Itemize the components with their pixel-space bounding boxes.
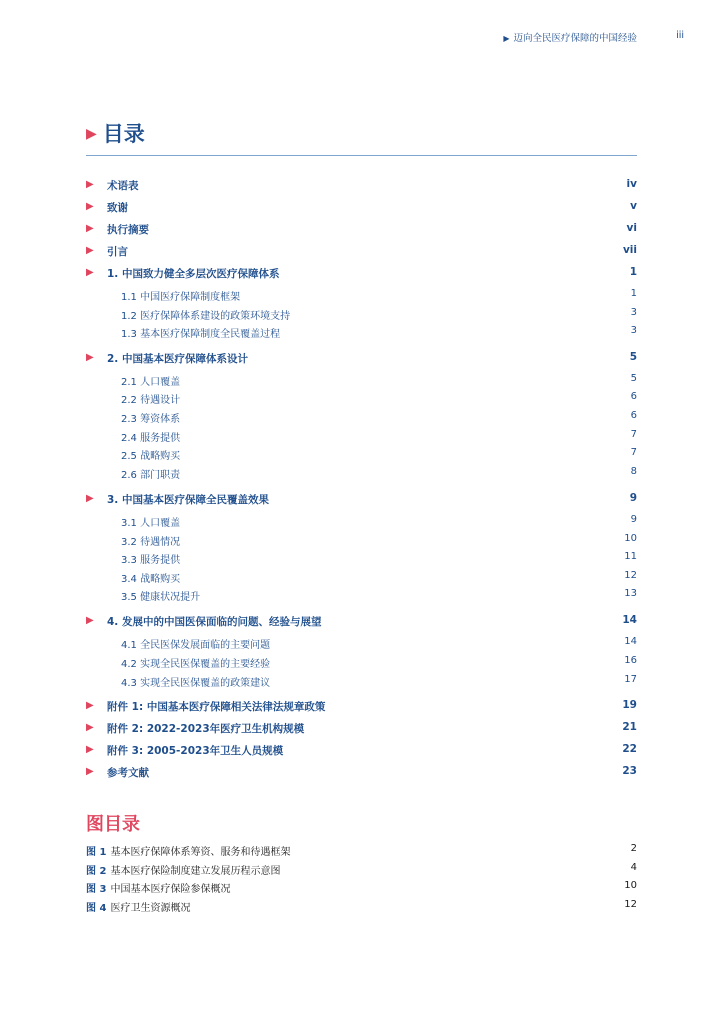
toc-entry-3-4[interactable]: 3.4 战略购买 12 (121, 570, 637, 585)
toc-entry-3-5[interactable]: 3.5 健康状况提升 13 (121, 588, 637, 603)
toc-entry-annex-3[interactable]: ▶ 附件 3: 2005-2023年卫生人员规模 22 (86, 743, 637, 757)
triangle-icon: ▶ (86, 179, 94, 190)
toc-entry-2-2[interactable]: 2.2 待遇设计 6 (121, 391, 637, 406)
toc-entry-4-2[interactable]: 4.2 实现全民医保覆盖的主要经验 16 (121, 655, 637, 670)
triangle-icon: ▶ (86, 352, 94, 363)
toc-heading: ▶ 目录 (86, 122, 145, 146)
page-number: iii (676, 30, 684, 41)
triangle-icon: ▶ (86, 267, 94, 278)
figure-entry-2[interactable]: 图 2 基本医疗保险制度建立发展历程示意图 4 (86, 862, 637, 877)
toc-entry-annex-2[interactable]: ▶ 附件 2: 2022-2023年医疗卫生机构规模 21 (86, 721, 637, 735)
toc-entry-1-1[interactable]: 1.1 中国医疗保障制度框架 1 (121, 288, 637, 303)
toc-entry-2-1[interactable]: 2.1 人口覆盖 5 (121, 373, 637, 388)
toc-entry-3-3[interactable]: 3.3 服务提供 11 (121, 551, 637, 566)
triangle-icon: ▶ (86, 766, 94, 777)
figures-heading: 图目录 (86, 814, 140, 835)
figure-entry-1[interactable]: 图 1 基本医疗保障体系筹资、服务和待遇框架 2 (86, 843, 637, 858)
toc-entry-introduction[interactable]: ▶ 引言 vii (86, 244, 637, 258)
triangle-icon: ▶ (86, 493, 94, 504)
toc-entry-2-5[interactable]: 2.5 战略购买 7 (121, 447, 637, 462)
toc-entry-chapter-3[interactable]: ▶ 3. 中国基本医疗保障全民覆盖效果 9 (86, 492, 637, 506)
triangle-icon: ▶ (86, 245, 94, 256)
figure-entry-3[interactable]: 图 3 中国基本医疗保险参保概况 10 (86, 880, 637, 895)
toc-entry-2-3[interactable]: 2.3 筹资体系 6 (121, 410, 637, 425)
triangle-icon: ▶ (86, 126, 97, 142)
toc-entry-1-2[interactable]: 1.2 医疗保障体系建设的政策环境支持 3 (121, 307, 637, 322)
toc-entry-1-3[interactable]: 1.3 基本医疗保障制度全民覆盖过程 3 (121, 325, 637, 340)
running-header (0, 30, 724, 46)
toc-entry-4-3[interactable]: 4.3 实现全民医保覆盖的政策建议 17 (121, 674, 637, 689)
toc-entry-references[interactable]: ▶ 参考文献 23 (86, 765, 637, 779)
triangle-icon: ▶ (86, 700, 94, 711)
triangle-icon: ▶ (86, 744, 94, 755)
triangle-icon: ▶ (503, 34, 510, 43)
toc-entry-2-4[interactable]: 2.4 服务提供 7 (121, 429, 637, 444)
running-title: ▶ 迈向全民医疗保障的中国经验 (503, 33, 637, 44)
triangle-icon: ▶ (86, 722, 94, 733)
heading-divider (86, 155, 637, 156)
toc-entry-chapter-2[interactable]: ▶ 2. 中国基本医疗保障体系设计 5 (86, 351, 637, 365)
triangle-icon: ▶ (86, 223, 94, 234)
toc-entry-acknowledgements[interactable]: ▶ 致谢 v (86, 200, 637, 214)
triangle-icon: ▶ (86, 201, 94, 212)
toc-entry-chapter-4[interactable]: ▶ 4. 发展中的中国医保面临的问题、经验与展望 14 (86, 614, 637, 628)
toc-entry-3-2[interactable]: 3.2 待遇情况 10 (121, 533, 637, 548)
toc-entry-2-6[interactable]: 2.6 部门职责 8 (121, 466, 637, 481)
toc-entry-glossary[interactable]: ▶ 术语表 iv (86, 178, 637, 192)
toc-entry-4-1[interactable]: 4.1 全民医保发展面临的主要问题 14 (121, 636, 637, 651)
figure-entry-4[interactable]: 图 4 医疗卫生资源概况 12 (86, 899, 637, 914)
toc-entry-chapter-1[interactable]: ▶ 1. 中国致力健全多层次医疗保障体系 1 (86, 266, 637, 280)
toc-entry-3-1[interactable]: 3.1 人口覆盖 9 (121, 514, 637, 529)
toc-entry-executive-summary[interactable]: ▶ 执行摘要 vi (86, 222, 637, 236)
toc-entry-annex-1[interactable]: ▶ 附件 1: 中国基本医疗保障相关法律法规章政策 19 (86, 699, 637, 713)
triangle-icon: ▶ (86, 615, 94, 626)
